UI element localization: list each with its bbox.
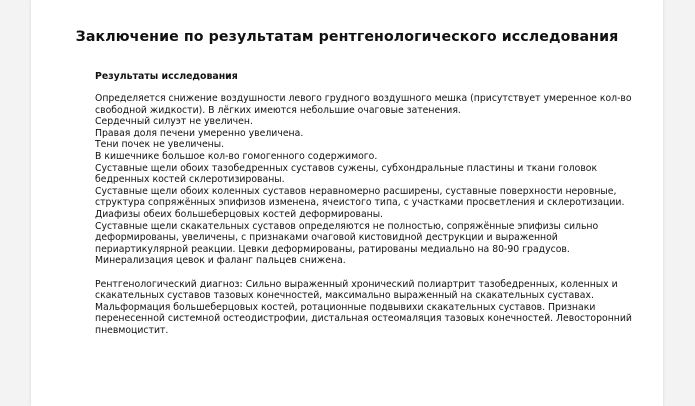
findings-line: периартикулярной реакции. Цевки деформированы, ратированы медиально на 80-90 градусов. bbox=[95, 243, 570, 255]
findings-line: Минерализация цевок и фаланг пальцев снижена. bbox=[95, 255, 346, 267]
findings-line: свободной жидкости). В лёгких имеются небольшие очаговые затенения. bbox=[95, 104, 461, 116]
findings-line: Тени почек не увеличены. bbox=[95, 139, 225, 151]
findings-line: Определяется снижение воздушности левого грудного воздушного мешка (присутствует умеренное кол-во bbox=[95, 93, 632, 104]
findings-block bbox=[95, 93, 632, 267]
document-title: Заключение по результатам рентгенологического исследования bbox=[75, 29, 619, 45]
section-heading-results: Результаты исследования bbox=[95, 71, 238, 82]
document-page bbox=[31, 0, 663, 406]
findings-line: Сердечный силуэт не увеличен. bbox=[95, 116, 253, 128]
diagnosis-line: пневмоцистит. bbox=[95, 324, 169, 336]
diagnosis-line: перенесенной системной остеодистрофии, дистальная остеомаляция тазовых конечностей. Левосторонний bbox=[95, 313, 632, 325]
findings-line: Суставные щели обоих коленных суставов неравномерно расширены, суставные поверхности неровные, bbox=[95, 185, 617, 197]
findings-line: Диафизы обеих большеберцовых костей деформированы. bbox=[95, 208, 384, 220]
findings-line: Суставные щели скакательных суставов определяются не полностью, сопряжённые эпифизы сильно bbox=[95, 220, 599, 232]
diagnosis-line: Мальформация большеберцовых костей, ротационные подвывихи скакательных суставов. Признаки bbox=[95, 301, 596, 313]
findings-line: деформированы, увеличены, с признаками очаговой кистовидной деструкции и выраженной bbox=[95, 232, 558, 244]
findings-line: В кишечнике большое кол-во гомогенного содержимого. bbox=[95, 150, 378, 162]
diagnosis-block bbox=[95, 278, 632, 337]
diagnosis-line: скакательных суставов тазовых конечностей, максимально выраженный на скакательных суставах. bbox=[95, 290, 594, 302]
findings-line: Суставные щели обоих тазобедренных суставов сужены, субхондральные пластины и ткани головок bbox=[95, 162, 598, 174]
findings-line: структура сопряжённых эпифизов изменена, ячеистого типа, с участками просветления и склеротизации. bbox=[95, 197, 625, 209]
findings-line: Правая доля печени умеренно увеличена. bbox=[95, 127, 304, 139]
report-body bbox=[95, 93, 632, 336]
diagnosis-line: Рентгенологический диагноз: Сильно выраженный хронический полиартрит тазобедренных, коленных и bbox=[95, 278, 618, 290]
paragraph-gap bbox=[95, 267, 625, 279]
findings-line: бедренных костей склеротизированы. bbox=[95, 174, 285, 186]
